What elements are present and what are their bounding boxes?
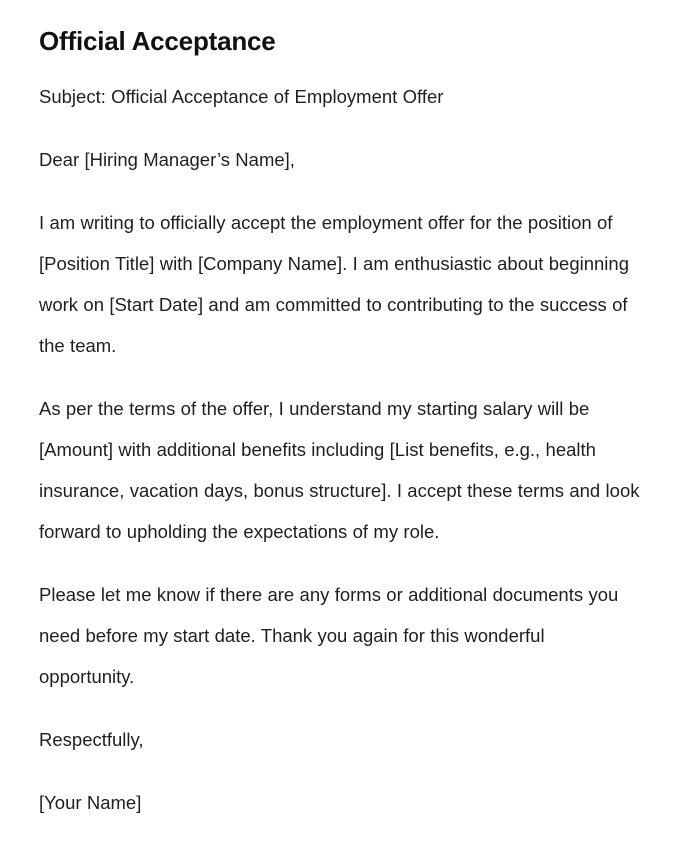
document-body — [39, 76, 644, 823]
page-title: Official Acceptance — [39, 26, 276, 56]
salutation: Dear [Hiring Manager’s Name], — [39, 149, 295, 170]
body-paragraph-3: Please let me know if there are any forms or additional documents you need before my start date. Thank you again for this wonderful opportunity. — [39, 584, 619, 687]
signature-name: [Your Name] — [39, 792, 142, 813]
body-paragraph-1: I am writing to officially accept the employment offer for the position of [Position Title] with [Company Name]. I am enthusiastic about beginning work on [Start Date] and am committed to contributing to the success of the team. — [39, 212, 629, 356]
closing: Respectfully, — [39, 729, 144, 750]
subject-line: Subject: Official Acceptance of Employment Offer — [39, 86, 444, 107]
body-paragraph-2: As per the terms of the offer, I understand my starting salary will be [Amount] with additional benefits including [List benefits, e.g., health insurance, vacation days, bonus structure]. I accept these terms and look forward to upholding the expectations of my role. — [39, 398, 640, 542]
